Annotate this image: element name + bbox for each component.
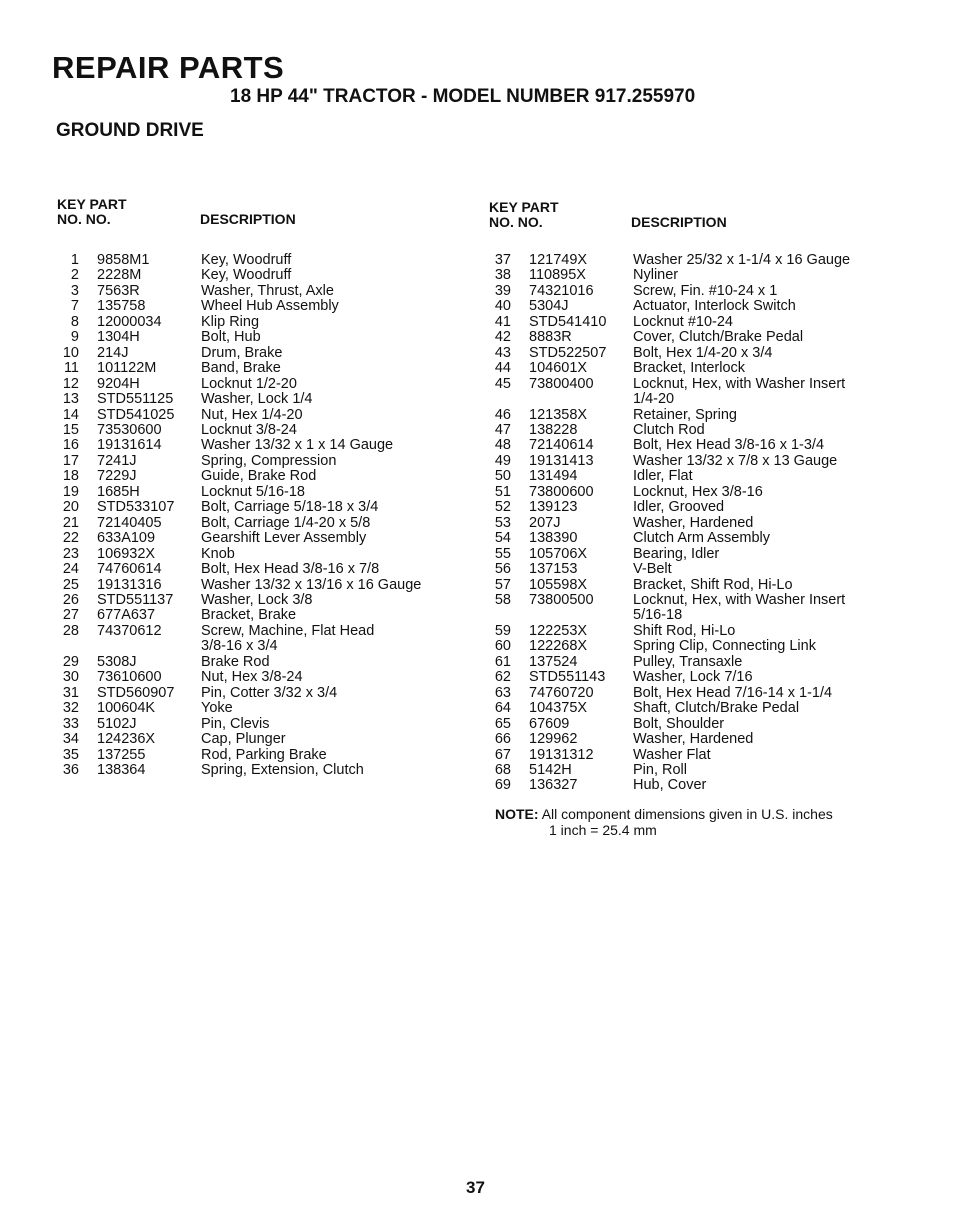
table-row (55, 547, 475, 562)
table-row (487, 593, 882, 608)
table-row (487, 655, 882, 670)
description: Washer, Thrust, Axle (201, 282, 334, 299)
key-no: 45 (494, 375, 511, 392)
description: Rod, Parking Brake (201, 746, 327, 763)
part-no: 139123 (529, 499, 578, 516)
key-no: 11 (63, 360, 79, 377)
part-no: 122253X (529, 622, 588, 639)
key-no: 13 (62, 391, 79, 408)
description: Screw, Machine, Flat Head (201, 622, 375, 639)
part-no: 5304J (529, 298, 569, 315)
parts-list-left (55, 197, 475, 778)
part-no: 19131316 (97, 576, 162, 593)
part-no: STD541025 (97, 406, 175, 423)
description: Key, Woodruff (201, 267, 292, 284)
key-no: 52 (494, 499, 511, 516)
part-no: 73800400 (529, 375, 594, 392)
description: Idler, Grooved (633, 499, 725, 516)
description: Key, Woodruff (201, 252, 292, 268)
key-no: 14 (62, 406, 79, 423)
part-no: 74760614 (97, 561, 162, 578)
page-title: REPAIR PARTS (52, 50, 285, 85)
key-no: 66 (494, 731, 511, 748)
part-no: 5142H (529, 761, 572, 778)
part-no: 121749X (529, 252, 588, 268)
table-row (487, 670, 882, 685)
key-no: 35 (62, 746, 79, 763)
key-no: 40 (494, 298, 511, 315)
table-row (55, 608, 475, 623)
table-row (55, 408, 475, 423)
key-no: 61 (494, 653, 511, 670)
description: Pulley, Transaxle (633, 653, 743, 670)
description: Locknut 3/8-24 (201, 421, 297, 438)
part-no: 72140614 (529, 437, 594, 454)
key-no: 19 (62, 483, 79, 500)
description: Washer, Hardened (633, 731, 754, 748)
key-no: 54 (494, 530, 511, 547)
part-no: 129962 (529, 731, 578, 748)
table-row (487, 330, 882, 345)
table-row (487, 392, 882, 407)
description: Washer 13/32 x 1 x 14 Gauge (201, 437, 394, 454)
table-row (55, 377, 475, 392)
section-title: GROUND DRIVE (56, 120, 204, 141)
part-no: 122268X (529, 638, 588, 655)
description: Retainer, Spring (633, 406, 737, 423)
table-row (55, 454, 475, 469)
part-no (79, 639, 184, 654)
part-no: 19131413 (529, 452, 594, 469)
parts-rows (55, 253, 475, 778)
table-row (55, 578, 475, 593)
part-no: 5102J (97, 715, 137, 732)
table-row (55, 763, 475, 778)
key-no: 49 (494, 452, 511, 469)
description: Clutch Arm Assembly (633, 530, 770, 547)
table-row (487, 315, 882, 330)
table-row (55, 624, 475, 639)
page-number: 37 (466, 1178, 485, 1197)
table-row (487, 748, 882, 763)
part-no: 67609 (529, 715, 570, 732)
part-no: 9204H (97, 375, 140, 392)
description: Washer, Lock 3/8 (201, 591, 313, 608)
part-no: STD533107 (97, 499, 175, 516)
key-no: 31 (62, 684, 79, 701)
key-no: 9 (70, 329, 79, 346)
description: Locknut, Hex, with Washer Insert (633, 375, 846, 392)
table-row (487, 578, 882, 593)
key-no: 7 (70, 298, 79, 315)
description: Knob (201, 545, 235, 562)
key-no: 64 (494, 700, 511, 717)
description: Drum, Brake (201, 344, 283, 361)
part-no: 73800500 (529, 591, 594, 608)
description: Bolt, Hex Head 7/16-14 x 1-1/4 (633, 684, 833, 701)
key-no: 33 (62, 715, 79, 732)
description: Washer Flat (633, 746, 711, 763)
table-row (55, 655, 475, 670)
key-no: 15 (62, 421, 79, 438)
description: Klip Ring (201, 313, 260, 330)
table-row (487, 500, 882, 515)
table-row (487, 701, 882, 716)
part-no: 7241J (97, 452, 137, 469)
description: Spring, Extension, Clutch (201, 761, 364, 778)
description: Bolt, Hex Head 3/8-16 x 7/8 (201, 561, 380, 578)
part-no: 138390 (529, 530, 578, 547)
header-key-part-line2: NO. NO. (57, 211, 111, 227)
table-row (487, 562, 882, 577)
header-description: DESCRIPTION (200, 211, 296, 227)
key-no: 50 (494, 468, 511, 485)
table-row (487, 346, 882, 361)
part-no: STD522507 (529, 344, 607, 361)
table-row (487, 299, 882, 314)
key-no: 2 (70, 267, 79, 284)
description: Gearshift Lever Assembly (201, 530, 367, 547)
description: Clutch Rod (633, 421, 705, 438)
description: Bracket, Brake (201, 607, 297, 624)
key-no: 3 (70, 282, 79, 299)
part-no: 124236X (97, 731, 156, 748)
table-row (55, 299, 475, 314)
table-row (487, 485, 882, 500)
key-no: 38 (494, 267, 511, 284)
description: Hub, Cover (633, 777, 707, 794)
key-no: 42 (494, 329, 511, 346)
table-row (55, 330, 475, 345)
column-header (55, 197, 475, 233)
table-row (55, 670, 475, 685)
description: Bolt, Hex 1/4-20 x 3/4 (633, 344, 773, 361)
description: Wheel Hub Assembly (201, 298, 339, 315)
table-row (55, 516, 475, 531)
key-no: 37 (494, 252, 511, 268)
part-no: 104375X (529, 700, 588, 717)
description: Bolt, Hub (201, 329, 261, 346)
model-subtitle: 18 HP 44" TRACTOR - MODEL NUMBER 917.255970 (230, 86, 696, 107)
part-no: 101122M (97, 360, 157, 377)
key-no: 58 (494, 591, 511, 608)
description: Bolt, Carriage 5/18-18 x 3/4 (201, 499, 379, 516)
description: Spring, Compression (201, 452, 337, 469)
part-no: 136327 (529, 777, 578, 794)
description: V-Belt (633, 561, 672, 578)
table-row (55, 284, 475, 299)
table-row (487, 454, 882, 469)
table-row (487, 624, 882, 639)
table-row (55, 469, 475, 484)
column-header (487, 200, 882, 236)
table-row (55, 593, 475, 608)
table-row (487, 531, 882, 546)
description: Guide, Brake Rod (201, 468, 317, 485)
part-no: 72140405 (97, 514, 162, 531)
part-no: 5308J (97, 653, 137, 670)
description: Bolt, Carriage 1/4-20 x 5/8 (201, 514, 371, 531)
part-no: 137255 (97, 746, 146, 763)
table-row (487, 377, 882, 392)
key-no: 21 (62, 514, 79, 531)
table-row (55, 485, 475, 500)
table-row (55, 361, 475, 376)
header-description: DESCRIPTION (631, 214, 727, 230)
part-no: STD551143 (529, 669, 606, 686)
table-row (487, 268, 882, 283)
table-row (55, 748, 475, 763)
key-no: 10 (62, 344, 79, 361)
table-row (487, 608, 882, 623)
key-no: 28 (62, 622, 79, 639)
part-no: 1304H (97, 329, 140, 346)
key-no: 34 (62, 731, 79, 748)
parts-rows (487, 253, 882, 794)
key-no (487, 608, 511, 623)
key-no: 24 (62, 561, 79, 578)
table-row (487, 469, 882, 484)
note-line2: 1 inch = 25.4 mm (549, 822, 657, 838)
description: Shaft, Clutch/Brake Pedal (633, 700, 800, 717)
key-no: 60 (494, 638, 511, 655)
description: 5/16-18 (633, 607, 683, 624)
part-no: 100604K (97, 700, 156, 717)
key-no: 8 (70, 313, 79, 330)
key-no: 23 (62, 545, 79, 562)
part-no: 677A637 (97, 607, 156, 624)
key-no: 51 (494, 483, 511, 500)
part-no: 137524 (529, 653, 578, 670)
part-no (511, 392, 616, 407)
key-no: 46 (494, 406, 511, 423)
description: Locknut, Hex, with Washer Insert (633, 591, 846, 608)
key-no: 53 (494, 514, 511, 531)
description: Idler, Flat (633, 468, 693, 485)
key-no: 29 (62, 653, 79, 670)
part-no: STD551125 (97, 391, 174, 408)
key-no: 57 (494, 576, 511, 593)
key-no: 68 (494, 761, 511, 778)
description: Washer 13/32 x 7/8 x 13 Gauge (633, 452, 838, 469)
key-no: 17 (62, 452, 79, 469)
key-no: 69 (494, 777, 511, 794)
description: Washer, Lock 1/4 (201, 391, 313, 408)
description: Washer, Lock 7/16 (633, 669, 753, 686)
part-no: 74760720 (529, 684, 594, 701)
table-row (55, 423, 475, 438)
key-no: 62 (494, 669, 511, 686)
table-row (55, 392, 475, 407)
description: Pin, Clevis (201, 715, 270, 732)
part-no: 137153 (529, 561, 578, 578)
table-row (487, 686, 882, 701)
part-no: 74321016 (529, 282, 594, 299)
part-no: 73610600 (97, 669, 162, 686)
description: Yoke (201, 700, 233, 717)
part-no: 110895X (529, 267, 586, 284)
note-label: NOTE: (495, 806, 539, 822)
table-row (55, 500, 475, 515)
key-no: 16 (62, 437, 79, 454)
dimension-note (495, 806, 833, 838)
part-no: 7229J (97, 468, 137, 485)
description: Bolt, Hex Head 3/8-16 x 1-3/4 (633, 437, 825, 454)
part-no: 633A109 (97, 530, 156, 547)
table-row (487, 639, 882, 654)
part-no: STD560907 (97, 684, 175, 701)
key-no: 41 (494, 313, 511, 330)
part-no: 7563R (97, 282, 140, 299)
description: Locknut #10-24 (633, 313, 733, 330)
part-no: STD551137 (97, 591, 174, 608)
description: Screw, Fin. #10-24 x 1 (633, 282, 778, 299)
table-row (55, 686, 475, 701)
table-row (55, 531, 475, 546)
part-no: 9858M1 (97, 252, 150, 268)
table-row (487, 732, 882, 747)
part-no: 73530600 (97, 421, 162, 438)
description: 3/8-16 x 3/4 (201, 638, 278, 655)
description: Washer 13/32 x 13/16 x 16 Gauge (201, 576, 422, 593)
table-row (487, 361, 882, 376)
part-no: 1685H (97, 483, 140, 500)
key-no: 67 (494, 746, 511, 763)
description: Spring Clip, Connecting Link (633, 638, 816, 655)
table-row (487, 284, 882, 299)
description: Washer, Hardened (633, 514, 754, 531)
description: Bracket, Shift Rod, Hi-Lo (633, 576, 793, 593)
description: Nyliner (633, 267, 679, 284)
key-no: 26 (62, 591, 79, 608)
description: Bolt, Shoulder (633, 715, 725, 732)
key-no: 30 (62, 669, 79, 686)
description: Pin, Cotter 3/32 x 3/4 (201, 684, 338, 701)
key-no: 47 (494, 421, 511, 438)
table-row (55, 562, 475, 577)
description: Cap, Plunger (201, 731, 286, 748)
key-no: 25 (62, 576, 79, 593)
table-row (487, 408, 882, 423)
table-row (55, 315, 475, 330)
key-no: 48 (494, 437, 511, 454)
description: 1/4-20 (633, 391, 675, 408)
key-no: 18 (62, 468, 79, 485)
table-row (55, 346, 475, 361)
part-no: 8883R (529, 329, 572, 346)
table-row (55, 732, 475, 747)
table-row (487, 438, 882, 453)
parts-list-right (487, 200, 882, 794)
table-row (487, 778, 882, 793)
table-row (487, 516, 882, 531)
part-no: 106932X (97, 545, 156, 562)
description: Locknut 5/16-18 (201, 483, 305, 500)
description: Shift Rod, Hi-Lo (633, 622, 736, 639)
description: Band, Brake (201, 360, 281, 377)
key-no: 32 (62, 700, 79, 717)
description: Nut, Hex 1/4-20 (201, 406, 303, 423)
key-no: 1 (70, 252, 79, 268)
description: Actuator, Interlock Switch (633, 298, 796, 315)
part-no: 19131614 (97, 437, 162, 454)
table-row (487, 547, 882, 562)
key-no: 36 (62, 761, 79, 778)
key-no: 63 (494, 684, 511, 701)
part-no: 2228M (97, 267, 142, 284)
key-no: 56 (494, 561, 511, 578)
key-no (487, 392, 511, 407)
description: Bracket, Interlock (633, 360, 746, 377)
key-no: 44 (494, 360, 511, 377)
table-row (55, 438, 475, 453)
part-no (511, 608, 616, 623)
key-no: 55 (494, 545, 511, 562)
header-key-part-line2: NO. NO. (489, 214, 543, 230)
part-no: STD541410 (529, 313, 607, 330)
description: Brake Rod (201, 653, 270, 670)
header-key-part-line1: KEY PART (489, 199, 559, 215)
description: Locknut, Hex 3/8-16 (633, 483, 763, 500)
part-no: 207J (529, 514, 561, 531)
table-row (55, 268, 475, 283)
part-no: 138228 (529, 421, 578, 438)
part-no: 12000034 (97, 313, 162, 330)
table-row (487, 253, 882, 268)
key-no: 59 (494, 622, 511, 639)
part-no: 74370612 (97, 622, 162, 639)
part-no: 73800600 (529, 483, 594, 500)
part-no: 131494 (529, 468, 578, 485)
header-key-part-line1: KEY PART (57, 196, 127, 212)
key-no: 12 (62, 375, 79, 392)
description: Washer 25/32 x 1-1/4 x 16 Gauge (633, 252, 851, 268)
part-no: 105706X (529, 545, 588, 562)
description: Nut, Hex 3/8-24 (201, 669, 303, 686)
key-no: 43 (494, 344, 511, 361)
table-row (55, 701, 475, 716)
description: Cover, Clutch/Brake Pedal (633, 329, 804, 346)
key-no: 27 (62, 607, 79, 624)
description: Locknut 1/2-20 (201, 375, 297, 392)
table-row (487, 717, 882, 732)
note-line1: All component dimensions given in U.S. inches (541, 806, 833, 822)
part-no: 121358X (529, 406, 588, 423)
part-no: 104601X (529, 360, 588, 377)
part-no: 19131312 (529, 746, 594, 763)
table-row (487, 763, 882, 778)
key-no: 22 (62, 530, 79, 547)
table-row (55, 717, 475, 732)
table-row (487, 423, 882, 438)
table-row (55, 253, 475, 268)
key-no: 39 (494, 282, 511, 299)
key-no: 65 (494, 715, 511, 732)
description: Bearing, Idler (633, 545, 720, 562)
part-no: 138364 (97, 761, 146, 778)
part-no: 105598X (529, 576, 588, 593)
table-row (55, 639, 475, 654)
part-no: 135758 (97, 298, 146, 315)
part-no: 214J (97, 344, 129, 361)
description: Pin, Roll (633, 761, 687, 778)
key-no (55, 639, 79, 654)
key-no: 20 (62, 499, 79, 516)
